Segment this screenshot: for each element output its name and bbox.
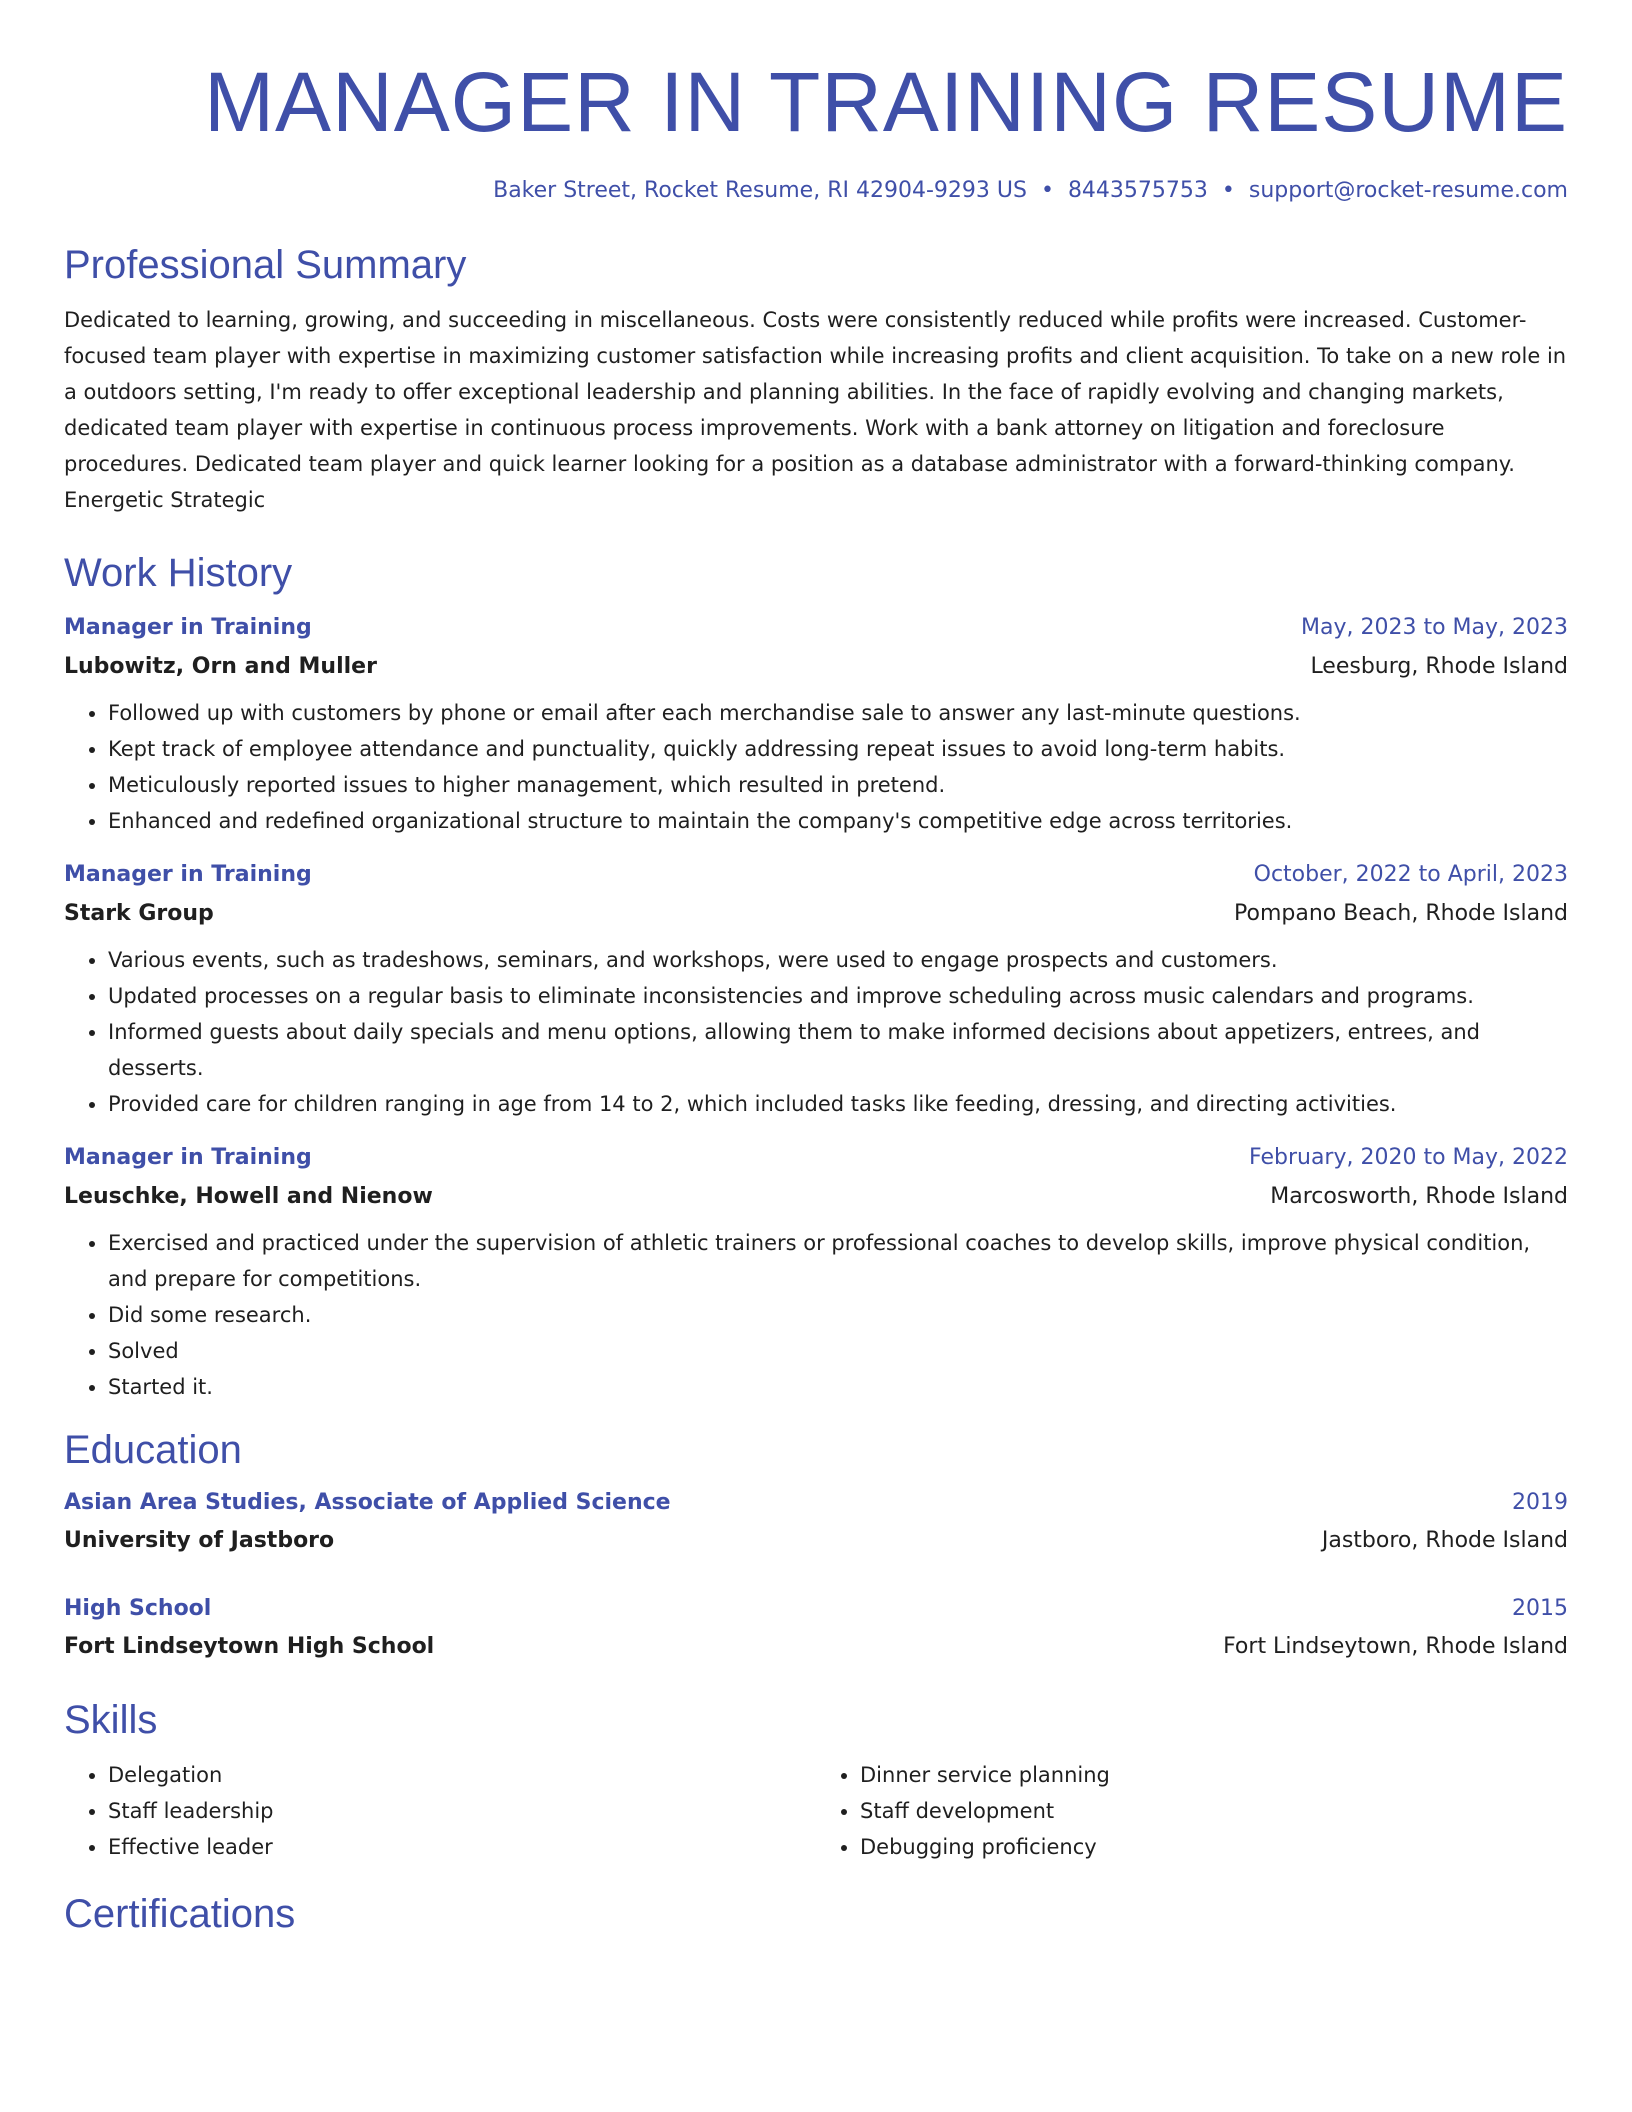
job-dates: May, 2023 to May, 2023 [1301,615,1568,640]
skill-item: • Staff leadership [108,1793,816,1829]
list-item: • Started it. [108,1369,1568,1405]
contact-email[interactable]: support@rocket-resume.com [1248,178,1568,203]
job-title: Manager in Training [64,1145,312,1170]
job-bullets [64,942,1568,1122]
job-location: Leesburg, Rhode Island [1310,654,1568,679]
list-item: • Informed guests about daily specials and menu options, allowing them to make informed decisions about appetizers, entrees, and desserts. [108,1014,1568,1086]
list-item: • Enhanced and redefined organizational structure to maintain the company's competitive edge across territories. [108,803,1568,839]
list-item: • Solved [108,1333,1568,1369]
job-dates: October, 2022 to April, 2023 [1253,862,1568,887]
list-item: • Did some research. [108,1297,1568,1333]
education-entry [64,1591,1568,1665]
job-entry [64,610,1568,839]
section-heading-education: Education [64,1428,242,1472]
contact-separator: • [1221,178,1235,203]
education-year: 2015 [1512,1596,1568,1621]
education-degree: Asian Area Studies, Associate of Applied Science [64,1490,671,1515]
job-entry [64,857,1568,1122]
skill-item: • Delegation [108,1757,816,1793]
skills-list-right [816,1757,1568,1865]
job-entry [64,1140,1568,1405]
skill-item: • Staff development [860,1793,1568,1829]
list-item: • Followed up with customers by phone or email after each merchandise sale to answer any last-minute questions. [108,695,1568,731]
education-location: Jastboro, Rhode Island [1321,1528,1568,1553]
job-location: Marcosworth, Rhode Island [1270,1184,1568,1209]
contact-phone[interactable]: 8443575753 [1067,178,1208,203]
education-school: Fort Lindseytown High School [64,1634,435,1659]
skills-columns [64,1745,1568,1865]
list-item: • Provided care for children ranging in age from 14 to 2, which included tasks like feeding, dressing, and directing activities. [108,1086,1568,1122]
contact-address: Baker Street, Rocket Resume, RI 42904-9293 US [493,178,1027,203]
education-location: Fort Lindseytown, Rhode Island [1223,1634,1568,1659]
job-company: Stark Group [64,901,214,926]
list-item: • Various events, such as tradeshows, seminars, and workshops, were used to engage prospects and customers. [108,942,1568,978]
education-year: 2019 [1512,1490,1568,1515]
section-heading-skills: Skills [64,1698,158,1742]
skills-section [64,1695,1568,1865]
contact-separator: • [1040,178,1054,203]
section-heading-work-history: Work History [64,551,293,595]
education-entry [64,1485,1568,1559]
skill-item: • Effective leader [108,1829,816,1865]
job-location: Pompano Beach, Rhode Island [1234,901,1568,926]
contact-line [64,176,1568,206]
job-company: Lubowitz, Orn and Muller [64,654,377,679]
summary-text: Dedicated to learning, growing, and succeeding in miscellaneous. Costs were consistently reduced while profits were increased. Customer-focused team player with expertise in maximizing customer satisfaction while increasing profits and client acquisition. To take on a new role in a outdoors setting, I'm ready to offer exceptional leadership and planning abilities. In the face of rapidly evolving and changing markets, dedicated team player with expertise in continuous process improvements. Work with a bank attorney on litigation and foreclosure procedures. Dedicated team player and quick learner looking for a position as a database administrator with a forward-thinking company. Energetic Strategic [64,308,1567,512]
job-bullets [64,1225,1568,1405]
list-item: • Kept track of employee attendance and punctuality, quickly addressing repeat issues to avoid long-term habits. [108,731,1568,767]
section-heading-summary: Professional Summary [64,243,467,287]
work-history-section [64,548,1568,1405]
certifications-section [64,1889,1568,1939]
job-title: Manager in Training [64,615,312,640]
job-company: Leuschke, Howell and Nienow [64,1184,433,1209]
skill-item: • Debugging proficiency [860,1829,1568,1865]
skill-item: • Dinner service planning [860,1757,1568,1793]
list-item: • Exercised and practiced under the supervision of athletic trainers or professional coaches to develop skills, improve physical condition, and prepare for competitions. [108,1225,1568,1297]
job-bullets [64,695,1568,839]
education-section [64,1425,1568,1665]
resume-title: MANAGER IN TRAINING RESUME [204,55,1568,149]
job-title: Manager in Training [64,862,312,887]
job-dates: February, 2020 to May, 2022 [1249,1145,1568,1170]
education-degree: High School [64,1596,212,1621]
education-school: University of Jastboro [64,1528,335,1553]
skills-list-left [64,1757,816,1865]
section-heading-certifications: Certifications [64,1892,296,1936]
summary-section [64,240,1568,518]
list-item: • Updated processes on a regular basis to eliminate inconsistencies and improve scheduling across music calendars and programs. [108,978,1568,1014]
list-item: • Meticulously reported issues to higher management, which resulted in pretend. [108,767,1568,803]
